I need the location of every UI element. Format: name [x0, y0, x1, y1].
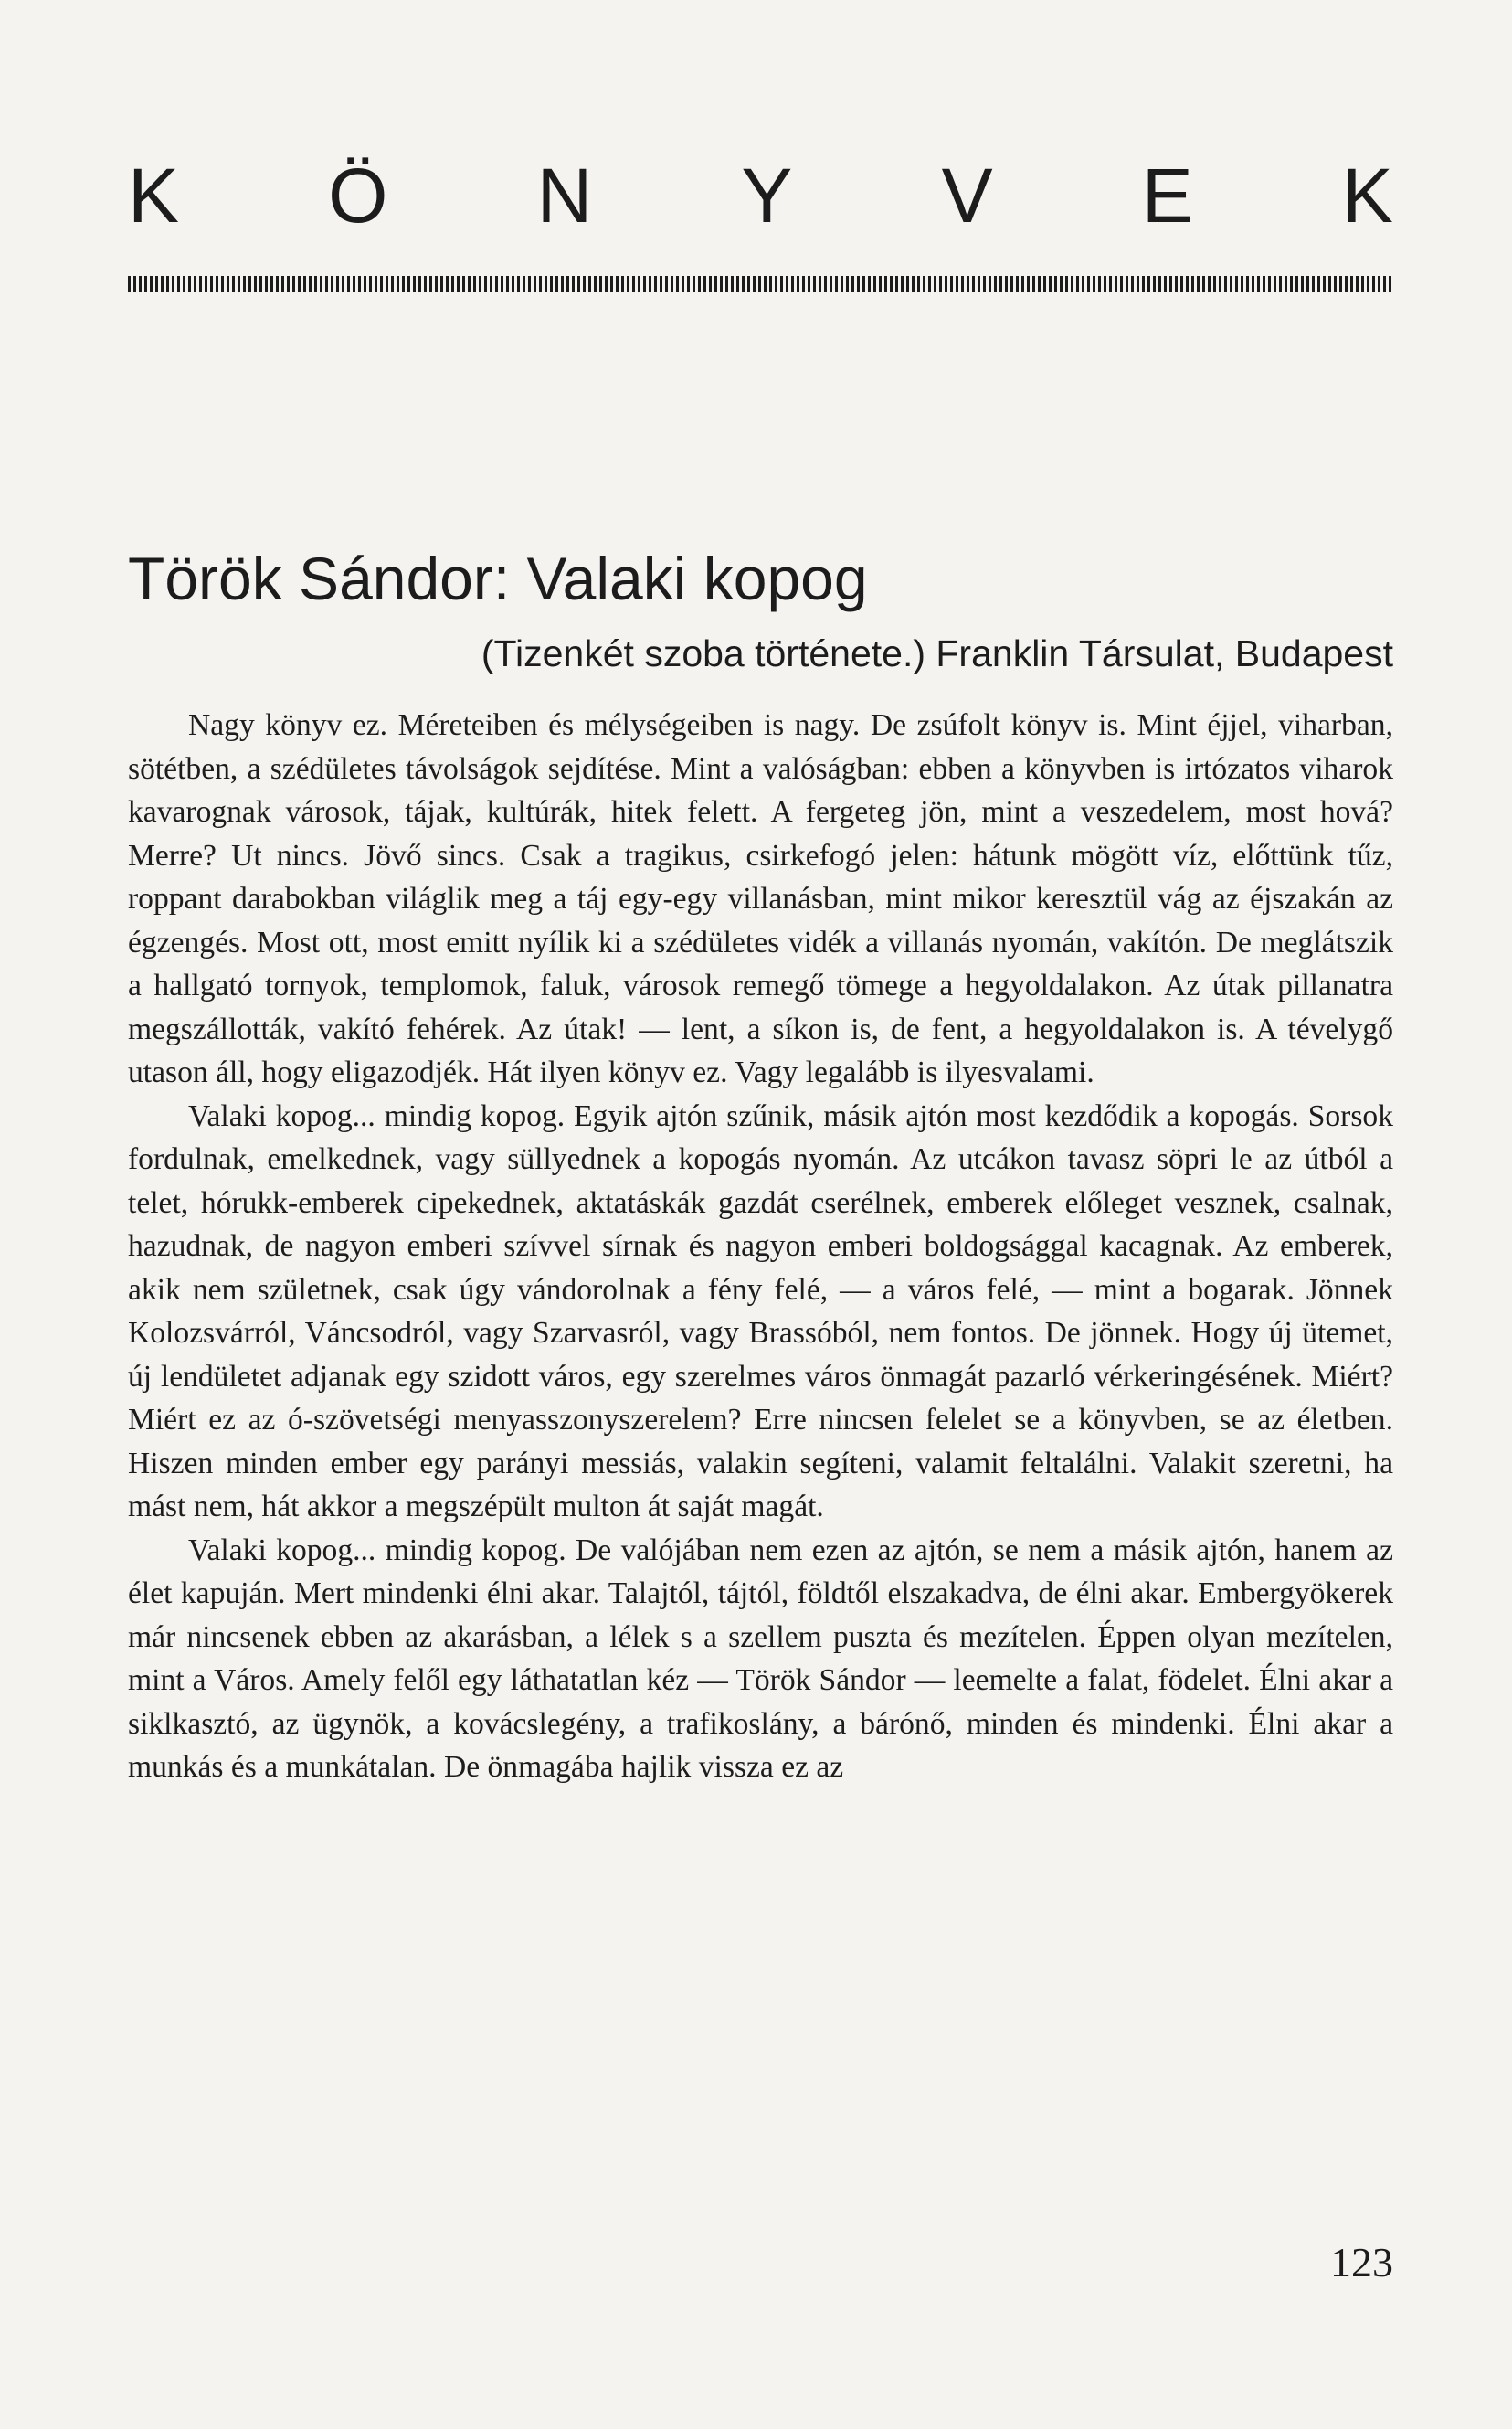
book-title: Török Sándor: Valaki kopog: [128, 545, 868, 612]
page-number: 123: [1330, 2239, 1393, 2286]
section-header-rule: [128, 276, 1393, 292]
section-header: [128, 153, 1393, 239]
book-publication-info: (Tizenkét szoba története.) Franklin Társulat, Budapest: [481, 632, 1393, 674]
review-body: [128, 704, 1393, 1789]
review-paragraph: Nagy könyv ez. Méreteiben és mélységeiben is nagy. De zsúfolt könyv is. Mint éjjel, viharban, sötétben, a szédületes távolságok sejdítése. Mint a valóságban: ebben a könyvben is irtózatos viharok kavarognak városok, tájak, kultúrák, hitek felett. A fergeteg jön, mint a veszedelem, most hová? Merre? Ut nincs. Jövő sincs. Csak a tragikus, csirkefogó jelen: hátunk mögött víz, előttünk tűz, roppant darabokban világlik meg a táj egy-egy villanásban, mint mikor keresztül vág az éjszakán az égzengés. Most ott, most emitt nyílik ki a szédületes vidék a villanás nyomán, vakítón. De meglátszik a hallgató tornyok, templomok, faluk, városok remegő tömege a hegyoldalakon. Az útak pillanatra megszállották, vakító fehérek. Az útak! — lent, a síkon is, de fent, a hegyoldalakon is. A tévelygő utason áll, hogy eligazodjék. Hát ilyen könyv ez. Vagy legalább is ilyesvalami.: [128, 708, 1393, 1089]
section-header-letter: V: [941, 153, 993, 239]
section-header-letter: Y: [741, 153, 793, 239]
review-paragraph: Valaki kopog... mindig kopog. De valójában nem ezen az ajtón, se nem a másik ajtón, hanem az élet kapuján. Mert mindenki élni akar. Talajtól, tájtól, földtől elszakadva, de élni akar. Embergyökerek már nincsenek ebben az akarásban, a lélek s a szellem puszta és mezítelen. Éppen olyan mezítelen, mint a Város. Amely felől egy láthatatlan kéz — Török Sándor — leemelte a falat, födelet. Élni akar a siklkasztó, az ügynök, a kovácslegény, a trafikoslány, a bárónő, minden és mindenki. Élni akar a munkás és a munkátalan. De önmagába hajlik vissza ez az: [128, 1533, 1393, 1784]
section-header-letter: N: [536, 153, 593, 239]
section-header-letter: Ö: [328, 153, 388, 239]
section-header-letter: K: [1341, 153, 1393, 239]
section-header-letter: E: [1141, 153, 1193, 239]
section-header-letter: K: [128, 153, 180, 239]
review-paragraph: Valaki kopog... mindig kopog. Egyik ajtón szűnik, másik ajtón most kezdődik a kopogás. Sorsok fordulnak, emelkednek, vagy süllyednek a kopogás nyomán. Az utcákon tavasz söpri le az útból a telet, hórukk-emberek cipekednek, aktatáskák gazdát cserélnek, emberek előleget vesznek, csalnak, hazudnak, de nagyon emberi szívvel sírnak és nagyon emberi boldogsággal kacagnak. Az emberek, akik nem születnek, csak úgy vándorolnak a fény felé, — a város felé, — mint a bogarak. Jönnek Kolozsvárról, Váncsodról, vagy Szarvasról, vagy Brassóból, nem fontos. De jönnek. Hogy új ütemet, új lendületet adjanak egy szidott város, egy szerelmes város önmagát pazarló vérkeringésének. Miért? Miért ez az ó-szövetségi menyasszonyszerelem? Erre nincsen felelet se a könyvben, se az életben. Hiszen minden ember egy parányi messiás, valakin segíteni, valamit feltalálni. Valakit szeretni, ha mást nem, hát akkor a megszépült multon át saját magát.: [128, 1098, 1393, 1523]
